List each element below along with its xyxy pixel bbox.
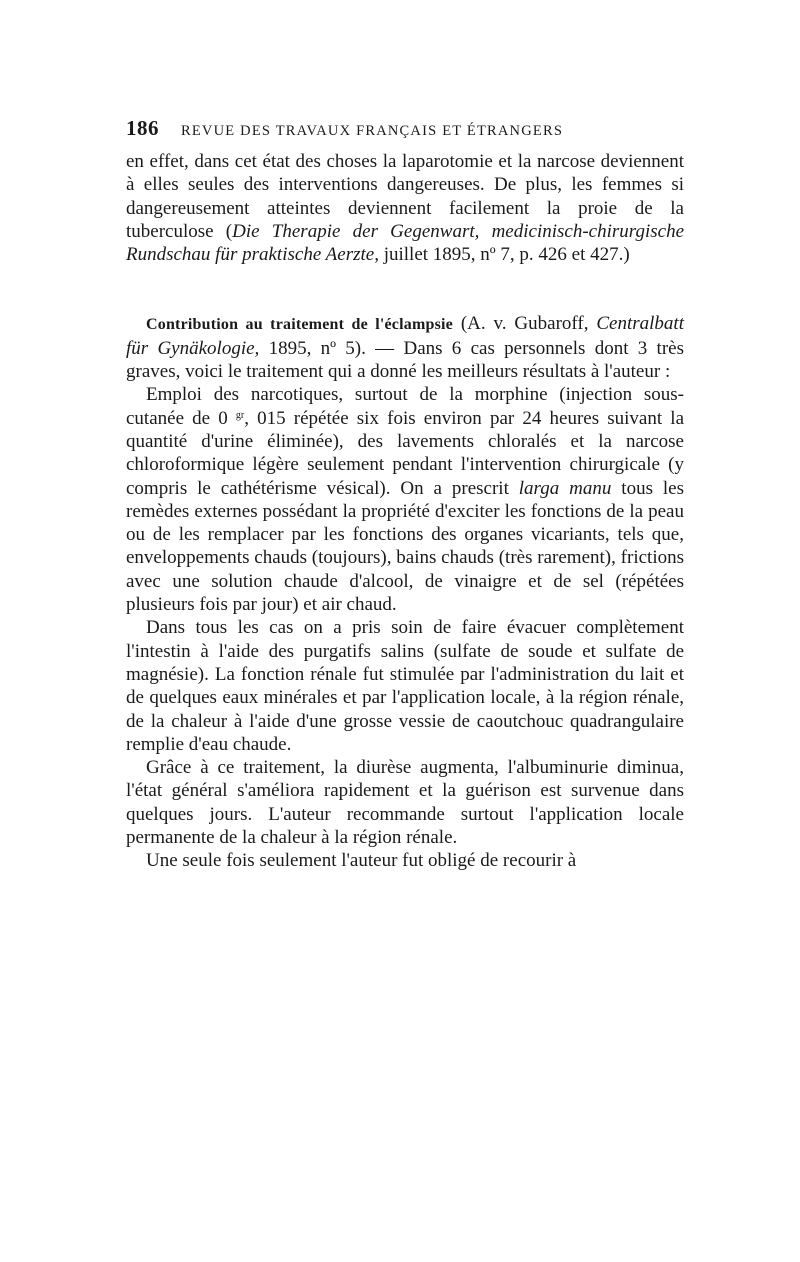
paragraph-text: en effet, dans cet état des choses la laparotomie et la narcose deviennent à elles seules des interventions dangereuses. De plus, les femmes si dangereusement atteintes deviennent facilement la proie de la tuberculose (	[126, 151, 684, 242]
journal-name: Centralbatt für Gynäkologie,	[126, 313, 684, 359]
page-number: 186	[126, 116, 159, 140]
unit-superscript: gr	[235, 409, 245, 421]
article-title: Contribution au traitement de l'éclampsie	[146, 316, 453, 334]
paragraph-text-c: tous les remèdes externes possédant la propriété d'exciter les fonctions de la peau ou de les remplacer par les fonctions des organes vicariants, tels que, enveloppements chauds (toujours), bains chauds (très rarement), frictions avec une solution chaude d'alcool, de vinaigre et de sel (répétées plusieurs fois par jour) et air chaud.	[126, 477, 684, 616]
paragraph-text-a: Emploi des narcotiques, surtout de la morphine (injection sous-cutanée de 0	[126, 384, 684, 429]
article-heading-paragraph	[126, 312, 684, 383]
article-author: (A. v. Gubaroff,	[452, 313, 597, 335]
paragraph-text: Une seule fois seulement l'auteur fut obligé de recourir à	[146, 850, 577, 872]
paragraph-text: Dans tous les cas on a pris soin de faire évacuer complètement l'intestin à l'aide des purgatifs salins (sulfate de soude et sulfate de magnésie). La fonction rénale fut stimulée par l'administration du lait et de quelques eaux minérales et par l'application locale, à la région rénale, de la chaleur à l'aide d'une grosse vessie de caoutchouc quadrangulaire remplie d'eau chaude.	[126, 617, 684, 755]
paragraph-results	[126, 756, 684, 849]
paragraph-final	[126, 849, 684, 872]
paragraph-text: Grâce à ce traitement, la diurèse augmenta, l'albuminurie diminua, l'état général s'améliora rapidement et la guérison est survenue dans quelques jours. L'auteur recommande surtout l'application locale permanente de la chaleur à la région rénale.	[126, 757, 684, 849]
paragraph-continuation	[126, 150, 684, 266]
latin-phrase: larga manu	[518, 477, 612, 499]
citation-details: juillet 1895, nº 7, p. 426 et 427.)	[378, 244, 630, 266]
page-header	[126, 116, 686, 144]
paragraph-treatment	[126, 383, 684, 616]
page-body	[126, 150, 684, 873]
citation-title: Die Therapie der Gegenwart, medicinisch-chirurgische Rundschau für praktische Aerzte,	[126, 220, 685, 266]
running-title: REVUE DES TRAVAUX FRANÇAIS ET ÉTRANGERS	[181, 123, 564, 139]
paragraph-purgatives	[126, 616, 684, 756]
paragraph-text-b: , 015 répétée six fois environ par 24 heures suivant la quantité d'urine éliminée), des lavements chloralés et la narcose chloroformique légère seulement pendant l'intervention chirurgicale (y compris le cathétérisme vésical). On a prescrit	[126, 407, 684, 499]
article-intro: 1895, nº 5). — Dans 6 cas personnels dont 3 très graves, voici le traitement qui a donné les meilleurs résultats à l'auteur :	[126, 337, 684, 383]
